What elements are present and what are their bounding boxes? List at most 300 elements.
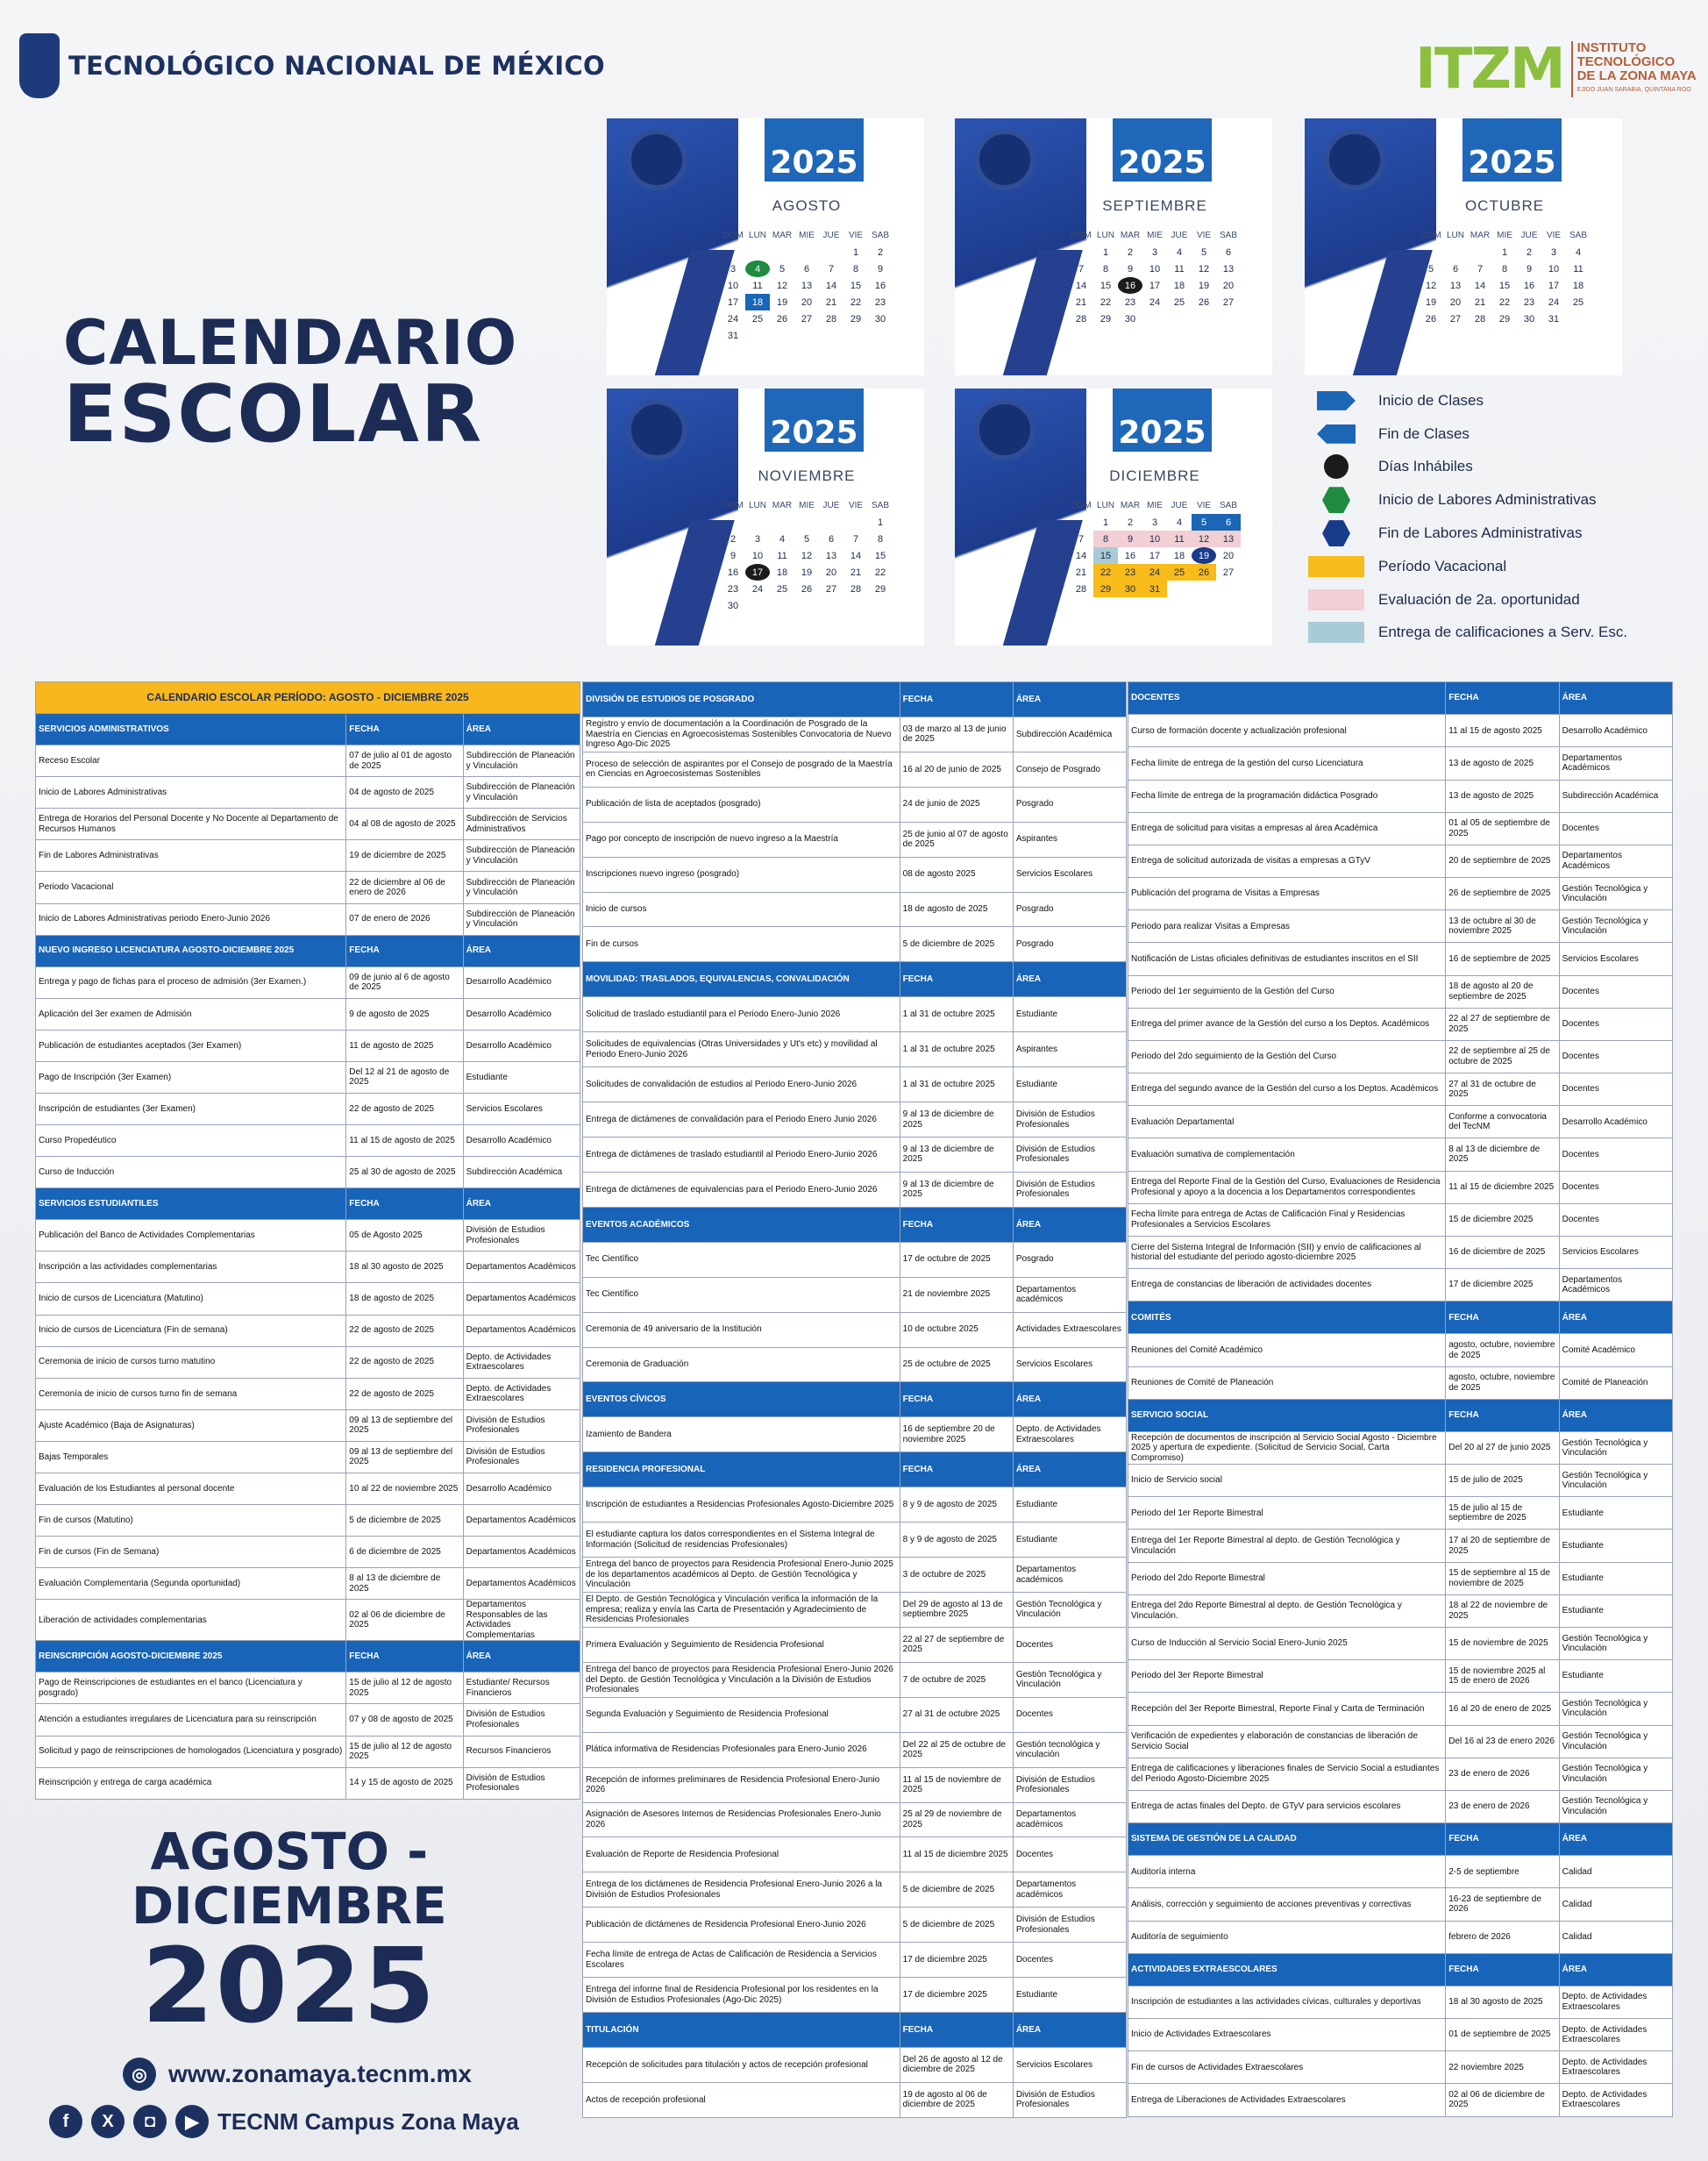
date-cell: 15 de septiembre al 15 de noviembre de 2025 xyxy=(1446,1562,1559,1594)
date-cell: 11 al 15 de noviembre de 2025 xyxy=(900,1767,1013,1802)
calendar-day xyxy=(819,327,843,344)
calendar-day: 27 xyxy=(1449,313,1462,325)
area-cell: Docentes xyxy=(1013,1697,1126,1732)
area-cell: Calidad xyxy=(1559,1921,1672,1953)
date-cell: 11 al 15 de agosto de 2025 xyxy=(346,1125,463,1157)
activity-cell: Tec Científico xyxy=(583,1277,900,1312)
date-cell: 1 al 31 de octubre 2025 xyxy=(900,1032,1013,1067)
calendar-day: 21 xyxy=(850,567,862,578)
instagram-icon[interactable]: ◘ xyxy=(133,2105,167,2138)
area-cell: Estudiante xyxy=(1013,997,1126,1032)
activity-cell: Bajas Temporales xyxy=(36,1441,346,1473)
activity-cell: Entrega de dictámenes de traslado estudiantil al Periodo Enero-Junio 2026 xyxy=(583,1137,900,1172)
date-cell: 15 de diciembre 2025 xyxy=(1446,1203,1559,1236)
date-cell: 3 de octubre de 2025 xyxy=(900,1558,1013,1593)
activity-cell: Inicio de cursos de Licenciatura (Matutino) xyxy=(36,1283,346,1315)
section-header-cell: MOVILIDAD: TRASLADOS, EQUIVALENCIAS, CONVALIDACIÓN xyxy=(583,962,900,997)
table-row xyxy=(583,1943,1127,1978)
area-cell: Estudiante xyxy=(1559,1497,1672,1530)
table-row xyxy=(583,1277,1127,1312)
calendar-day: 30 xyxy=(727,600,739,611)
weekday-label: MIE xyxy=(1147,501,1163,510)
calendar-day: 28 xyxy=(1075,313,1087,325)
date-cell: 19 de diciembre de 2025 xyxy=(346,840,463,872)
calendar-day: 3 xyxy=(1151,246,1158,258)
calendar-day: 10 xyxy=(727,280,739,291)
social-handle: TECNM Campus Zona Maya xyxy=(217,2108,519,2135)
date-cell: 04 al 08 de agosto de 2025 xyxy=(346,809,463,840)
activity-cell: Entrega del 2do Reporte Bimestral al depto. de Gestión Tecnológica y Vinculación. xyxy=(1128,1594,1446,1627)
area-cell: Depto. de Actividades Extraescolares xyxy=(1559,1986,1672,2018)
activity-cell: Inicio de Servicio social xyxy=(1128,1465,1446,1497)
weekday-label: LUN xyxy=(748,501,766,510)
activity-cell: Solicitud y pago de reinscripciones de homologados (Licenciatura y posgrado) xyxy=(36,1736,346,1767)
calendar-year: 2025 xyxy=(1113,118,1212,182)
date-cell: 23 de enero de 2026 xyxy=(1446,1790,1559,1822)
area-cell: Gestión Tecnológica y Vinculación xyxy=(1559,1431,1672,1464)
calendar-day: 27 xyxy=(1222,296,1235,308)
activity-cell: Curso de Inducción xyxy=(36,1157,346,1188)
table-row xyxy=(1128,2051,1673,2084)
activity-cell: Fecha límite de entrega de la programación didáctica Posgrado xyxy=(1128,780,1446,812)
calendar-day xyxy=(843,514,868,531)
activity-cell: Primera Evaluación y Seguimiento de Residencia Profesional xyxy=(583,1627,900,1662)
area-cell: Servicios Escolares xyxy=(1013,2047,1126,2082)
table-row xyxy=(1128,1953,1673,1986)
area-cell: Servicios Escolares xyxy=(463,1094,580,1125)
calendar-day: 19 xyxy=(1425,296,1437,308)
calendar-day: 11 xyxy=(1573,263,1583,275)
calendar-day: 27 xyxy=(801,313,813,325)
itzm-logo-text: ITZM xyxy=(1415,37,1564,102)
schedule-table-3 xyxy=(1128,681,1673,2117)
table-row xyxy=(1128,812,1673,845)
calendar-day: 1 xyxy=(1102,246,1109,258)
activity-cell: Entrega de dictámenes de convalidación para el Periodo Enero Junio 2026 xyxy=(583,1102,900,1138)
weekday-label: MIE xyxy=(1147,231,1163,240)
area-cell: Docentes xyxy=(1559,1203,1672,1236)
calendar-day xyxy=(794,597,819,614)
date-cell: 11 al 15 de diciembre 2025 xyxy=(900,1837,1013,1872)
table-row xyxy=(583,1417,1127,1452)
calendar-day: 24 xyxy=(727,313,739,325)
activity-cell: Entrega de Liberaciones de Actividades Extraescolares xyxy=(1128,2084,1446,2116)
date-cell: 25 al 29 de noviembre de 2025 xyxy=(900,1802,1013,1837)
area-cell: Depto. de Actividades Extraescolares xyxy=(1559,2051,1672,2084)
date-cell: 09 al 13 de septiembre del 2025 xyxy=(346,1441,463,1473)
activity-cell: Inscripción de estudiantes a las actividades cívicas, culturales y deportivas xyxy=(1128,1986,1446,2018)
weekday-label: SAB xyxy=(1219,501,1237,510)
calendar-day: 16 xyxy=(1523,280,1535,291)
activity-cell: Periodo del 2do seguimiento de la Gestión del Curso xyxy=(1128,1040,1446,1073)
calendar-day: 13 xyxy=(825,550,837,561)
section-header-cell: SISTEMA DE GESTIÓN DE LA CALIDAD xyxy=(1128,1823,1446,1856)
admin-start-hexagon-icon xyxy=(1322,487,1350,513)
date-cell: 18 de agosto de 2025 xyxy=(900,892,1013,927)
legend-item: Fin de Labores Administrativas xyxy=(1308,517,1627,550)
activity-cell: Entrega de Horarios del Personal Docente y No Docente al Departamento de Recursos Humanos xyxy=(36,809,346,840)
table-row xyxy=(583,1137,1127,1172)
area-cell: Docentes xyxy=(1013,1837,1126,1872)
table-row xyxy=(36,745,580,777)
table-row xyxy=(36,809,580,840)
calendar-day: 4 xyxy=(745,260,770,277)
date-cell: 15 de julio al 12 de agosto 2025 xyxy=(346,1672,463,1704)
date-cell: 07 de julio al 01 de agosto de 2025 xyxy=(346,745,463,777)
section-header-cell: ACTIVIDADES EXTRAESCOLARES xyxy=(1128,1953,1446,1986)
activity-cell: Entrega del Reporte Final de la Gestión del Curso, Evaluaciones de Residencia Profesional y apoyo a la docencia a los Departamentos correspondientes xyxy=(1128,1171,1446,1203)
date-cell: 17 de octubre de 2025 xyxy=(900,1242,1013,1277)
tecnm-emblem-icon xyxy=(974,399,1035,460)
globe-icon: ◎ xyxy=(123,2058,156,2091)
area-cell: Servicios Escolares xyxy=(1559,1236,1672,1268)
calendar-day: 9 xyxy=(1526,263,1533,275)
calendar-day: 19 xyxy=(776,296,788,308)
calendar-day xyxy=(794,514,819,531)
weekday-label: JUE xyxy=(1520,231,1538,240)
area-cell: Estudiante xyxy=(1559,1562,1672,1594)
area-cell: Estudiante xyxy=(1013,1487,1126,1523)
weekday-label: MAR xyxy=(1120,231,1141,240)
table-row xyxy=(583,787,1127,822)
table-row xyxy=(1128,1236,1673,1268)
activity-cell: Inicio de Labores Administrativas periodo Enero-Junio 2026 xyxy=(36,903,346,935)
area-cell: Subdirección Académica xyxy=(463,1157,580,1188)
calendar-day: 17 xyxy=(1548,280,1560,291)
calendar-day: 24 xyxy=(1548,296,1560,308)
area-cell: Depto. de Actividades Extraescolares xyxy=(463,1378,580,1409)
date-cell: 02 al 06 de diciembre de 2025 xyxy=(346,1600,463,1641)
table-row xyxy=(583,1837,1127,1872)
table-row xyxy=(1128,2019,1673,2051)
table-row xyxy=(36,1030,580,1061)
area-cell: Departamentos académicos xyxy=(1013,1558,1126,1593)
area-cell: Aspirantes xyxy=(1013,822,1126,857)
area-cell: Gestión Tecnológica y Vinculación xyxy=(1559,878,1672,910)
calendar-day: 18 xyxy=(1173,550,1185,561)
activity-cell: Publicación del programa de Visitas a Empresas xyxy=(1128,878,1446,910)
area-cell: Subdirección de Servicios Administrativos xyxy=(463,809,580,840)
facebook-icon[interactable]: f xyxy=(49,2105,82,2138)
activity-cell: Periodo del 1er seguimiento de la Gestión del Curso xyxy=(1128,975,1446,1008)
activity-cell: Publicación de dictámenes de Residencia Profesional Enero-Junio 2026 xyxy=(583,1908,900,1943)
table-row xyxy=(1128,1497,1673,1530)
date-cell: 5 de diciembre de 2025 xyxy=(900,1908,1013,1943)
date-cell: 07 y 08 de agosto de 2025 xyxy=(346,1704,463,1736)
website-url[interactable]: www.zonamaya.tecnm.mx xyxy=(168,2060,472,2087)
weekday-label: DOM xyxy=(722,231,744,240)
calendar-day: 12 xyxy=(776,280,788,291)
calendar-day: 10 xyxy=(1142,531,1167,547)
calendar-day: 7 xyxy=(1477,263,1484,275)
weekday-label: JUE xyxy=(1171,231,1188,240)
section-header-cell: EVENTOS ACADÉMICOS xyxy=(583,1207,900,1242)
calendar-day: 20 xyxy=(801,296,813,308)
calendar-day: 31 xyxy=(1142,581,1167,597)
weekday-label: MIE xyxy=(1497,231,1512,240)
area-cell: Docentes xyxy=(1559,1040,1672,1073)
activity-cell: Periodo del 1er Reporte Bimestral xyxy=(1128,1497,1446,1530)
area-cell: Subdirección de Planeación y Vinculación xyxy=(463,745,580,777)
section-header-cell: EVENTOS CÍVICOS xyxy=(583,1382,900,1417)
table-row xyxy=(1128,715,1673,747)
section-header-cell: DIVISIÓN DE ESTUDIOS DE POSGRADO xyxy=(583,682,900,717)
calendar-day: 8 xyxy=(852,263,859,275)
calendar-day: 26 xyxy=(1192,564,1216,581)
calendar-day: 30 xyxy=(1118,581,1142,597)
date-cell: 9 al 13 de diciembre de 2025 xyxy=(900,1102,1013,1138)
table-row xyxy=(1128,1366,1673,1399)
calendar-day: 26 xyxy=(801,583,813,595)
calendar-day: 3 xyxy=(754,533,761,545)
calendar-day: 2 xyxy=(729,533,737,545)
section-header-cell: TITULACIÓN xyxy=(583,2013,900,2048)
table-row xyxy=(1128,1888,1673,1921)
calendar-day: 21 xyxy=(825,296,837,308)
calendar-day: 5 xyxy=(803,533,810,545)
calendar-day: 11 xyxy=(1174,263,1185,275)
area-cell: Docentes xyxy=(1559,812,1672,845)
activity-cell: Entrega del 1er Reporte Bimestral al depto. de Gestión Tecnológica y Vinculación xyxy=(1128,1530,1446,1562)
date-cell: 19 de agosto al 06 de diciembre de 2025 xyxy=(900,2082,1013,2117)
table-row xyxy=(36,1283,580,1315)
area-cell: Desarrollo Académico xyxy=(463,998,580,1030)
calendar-day: 9 xyxy=(729,550,737,561)
table-row xyxy=(1128,1138,1673,1171)
legend-item: Días Inhábiles xyxy=(1308,451,1627,484)
tecnm-emblem-icon xyxy=(626,129,687,190)
calendar-day: 23 xyxy=(727,583,739,595)
section-header-cell: ÁREA xyxy=(463,935,580,966)
area-cell: Departamentos Académicos xyxy=(463,1252,580,1283)
calendar-day: 21 xyxy=(1474,296,1486,308)
activity-cell: Izamiento de Bandera xyxy=(583,1417,900,1452)
calendar-day: 9 xyxy=(877,263,884,275)
area-cell: Departamentos Académicos xyxy=(463,1505,580,1537)
date-cell: 7 de octubre de 2025 xyxy=(900,1662,1013,1697)
table-row xyxy=(1128,1693,1673,1725)
activity-cell: Solicitudes de equivalencias (Otras Universidades y Ut's etc) y movilidad al Periodo Enero-Junio 2026 xyxy=(583,1032,900,1067)
table-row xyxy=(583,822,1127,857)
table-row xyxy=(1128,1106,1673,1138)
title-line1: CALENDARIO xyxy=(63,307,518,379)
calendar-day: 10 xyxy=(1548,263,1560,275)
section-header-cell: FECHA xyxy=(900,682,1013,717)
calendar-day xyxy=(1069,244,1093,260)
holiday-dot-icon xyxy=(1324,454,1349,479)
table-row xyxy=(1128,1530,1673,1562)
activity-cell: Inicio de Actividades Extraescolares xyxy=(1128,2019,1446,2051)
date-cell: 22 al 27 de septiembre de 2025 xyxy=(900,1627,1013,1662)
calendar-day xyxy=(770,244,794,260)
calendar-day: 22 xyxy=(1093,564,1118,581)
section-header-cell: ÁREA xyxy=(1559,1399,1672,1431)
activity-cell: Actos de recepción profesional xyxy=(583,2082,900,2117)
section-header-cell: FECHA xyxy=(1446,1823,1559,1856)
activity-cell: Periodo Vacacional xyxy=(36,872,346,903)
activity-cell: Auditoría interna xyxy=(1128,1856,1446,1888)
area-cell: Docentes xyxy=(1013,1627,1126,1662)
area-cell: Desarrollo Académico xyxy=(463,1125,580,1157)
area-cell: Gestión Tecnológica y Vinculación xyxy=(1559,1693,1672,1725)
calendar-day: 6 xyxy=(1216,514,1241,531)
activity-cell: Cierre del Sistema Integral de Información (SII) y envío de calificaciones al historial del estudiante del periodo agosto-diciembre 2025 xyxy=(1128,1236,1446,1268)
date-cell: 26 de septiembre de 2025 xyxy=(1446,878,1559,910)
weekday-label: LUN xyxy=(1446,231,1464,240)
table-row xyxy=(1128,1627,1673,1659)
table-row xyxy=(36,777,580,809)
calendar-day: 16 xyxy=(874,280,886,291)
calendar-day xyxy=(1216,310,1241,327)
section-header-cell: ÁREA xyxy=(1013,1207,1126,1242)
calendar-grid xyxy=(1069,497,1241,597)
activity-cell: Aplicación del 3er examen de Admisión xyxy=(36,998,346,1030)
calendar-grid xyxy=(721,227,893,344)
activity-cell: Pago de Reinscripciones de estudiantes en el banco (Licenciatura y posgrado) xyxy=(36,1672,346,1704)
section-header-cell: ÁREA xyxy=(1013,1452,1126,1487)
area-cell: Departamentos Académicos xyxy=(463,1568,580,1600)
table-row xyxy=(583,1452,1127,1487)
area-cell: Gestión Tecnológica y Vinculación xyxy=(1559,1627,1672,1659)
legend-item: Entrega de calificaciones a Serv. Esc. xyxy=(1308,617,1627,650)
legend-item: Evaluación de 2a. oportunidad xyxy=(1308,583,1627,617)
activity-cell: Liberación de actividades complementarias xyxy=(36,1600,346,1641)
calendar-day: 13 xyxy=(1216,531,1241,547)
date-cell: 9 al 13 de diciembre de 2025 xyxy=(900,1172,1013,1207)
date-cell: Del 22 al 25 de octubre de 2025 xyxy=(900,1732,1013,1767)
calendar-day: 20 xyxy=(1449,296,1462,308)
calendar-day: 16 xyxy=(727,567,739,578)
activity-cell: Análisis, corrección y seguimiento de acciones preventivas y correctivas xyxy=(1128,1888,1446,1921)
weekday-label: LUN xyxy=(1096,501,1114,510)
weekday-label: MAR xyxy=(1120,501,1141,510)
weekday-label: SAB xyxy=(1569,231,1587,240)
calendar-day: 20 xyxy=(825,567,837,578)
table-row xyxy=(36,1094,580,1125)
activity-cell: Inicio de cursos de Licenciatura (Fin de semana) xyxy=(36,1315,346,1346)
section-header-cell: FECHA xyxy=(900,1382,1013,1417)
calendar-day: 25 xyxy=(776,583,788,595)
date-cell: 17 al 20 de septiembre de 2025 xyxy=(1446,1530,1559,1562)
area-cell: Desarrollo Académico xyxy=(1559,715,1672,747)
table-row xyxy=(36,1315,580,1346)
calendar-year: 2025 xyxy=(765,389,864,452)
calendar-day: 11 xyxy=(752,280,763,291)
table-row xyxy=(583,752,1127,787)
calendar-day: 18 xyxy=(776,567,788,578)
activity-cell: Entrega del banco de proyectos para Residencia Profesional Enero-Junio 2025 de los departamentos académicos al Depto. de Gestión Tecnológica y Vinculación xyxy=(583,1558,900,1593)
area-cell: Aspirantes xyxy=(1013,1032,1126,1067)
x-icon[interactable]: X xyxy=(91,2105,125,2138)
title-line2: ESCOLAR xyxy=(63,368,484,460)
activity-cell: Fin de cursos de Actividades Extraescolares xyxy=(1128,2051,1446,2084)
calendar-day: 31 xyxy=(727,330,739,341)
calendar-day: 22 xyxy=(1100,296,1112,308)
calendar-day: 30 xyxy=(874,313,886,325)
date-cell: 16-23 de septiembre de 2026 xyxy=(1446,1888,1559,1921)
area-cell: Subdirección de Planeación y Vinculación xyxy=(463,872,580,903)
table-row xyxy=(583,1592,1127,1627)
area-cell: Gestión tecnológica y vinculación xyxy=(1013,1732,1126,1767)
calendar-day: 24 xyxy=(1142,564,1167,581)
calendar-day: 31 xyxy=(1548,313,1560,325)
activity-cell: Entrega de calificaciones y liberaciones finales de Servicio Social a estudiantes del Periodo Agosto-Diciembre 2025 xyxy=(1128,1758,1446,1790)
weekday-label: DOM xyxy=(722,501,744,510)
calendar-diciembre xyxy=(955,389,1272,645)
section-header-cell: FECHA xyxy=(346,1641,463,1672)
area-cell: Docentes xyxy=(1559,1138,1672,1171)
calendar-day: 10 xyxy=(751,550,764,561)
activity-cell: Ceremonía de inicio de cursos turno fin de semana xyxy=(36,1378,346,1409)
date-cell: Del 20 al 27 de junio 2025 xyxy=(1446,1431,1559,1464)
calendar-day: 29 xyxy=(1498,313,1511,325)
calendar-day: 28 xyxy=(1075,583,1087,595)
calendar-day: 6 xyxy=(803,263,810,275)
calendar-day: 20 xyxy=(1222,550,1235,561)
calendar-day: 1 xyxy=(1102,517,1109,528)
table-row xyxy=(1128,878,1673,910)
table-row xyxy=(583,1382,1127,1417)
calendar-day: 9 xyxy=(1118,531,1142,547)
section-header-cell: ÁREA xyxy=(463,714,580,745)
date-cell: 10 de octubre 2025 xyxy=(900,1312,1013,1347)
date-cell: 8 y 9 de agosto de 2025 xyxy=(900,1523,1013,1558)
calendar-day: 3 xyxy=(1550,246,1557,258)
area-cell: División de Estudios Profesionales xyxy=(1013,1137,1126,1172)
date-cell: 5 de diciembre de 2025 xyxy=(900,1872,1013,1908)
table-row xyxy=(1128,1040,1673,1073)
table-row xyxy=(583,892,1127,927)
section-header-cell: SERVICIOS ESTUDIANTILES xyxy=(36,1188,346,1220)
date-cell: 17 de diciembre 2025 xyxy=(900,1978,1013,2013)
date-cell: 04 de agosto de 2025 xyxy=(346,777,463,809)
date-cell: agosto, octubre, noviembre de 2025 xyxy=(1446,1334,1559,1366)
calendar-day: 29 xyxy=(1093,581,1118,597)
activity-cell: Pago por concepto de inscripción de nuevo ingreso a la Maestría xyxy=(583,822,900,857)
table-row xyxy=(583,997,1127,1032)
youtube-icon[interactable]: ▶ xyxy=(175,2105,209,2138)
weekday-label: JUE xyxy=(822,231,840,240)
class-end-arrow-icon xyxy=(1317,424,1356,444)
activity-cell: Asignación de Asesores Internos de Residencias Profesionales Enero-Junio 2026 xyxy=(583,1802,900,1837)
table-row xyxy=(36,1220,580,1252)
date-cell: 22 noviembre 2025 xyxy=(1446,2051,1559,2084)
area-cell: Comité Académico xyxy=(1559,1334,1672,1366)
table-row xyxy=(583,1067,1127,1102)
table-row xyxy=(1128,1073,1673,1106)
section-header-cell: SERVICIO SOCIAL xyxy=(1128,1399,1446,1431)
section-header-cell: FECHA xyxy=(900,962,1013,997)
activity-cell: Evaluación sumativa de complementación xyxy=(1128,1138,1446,1171)
area-cell: Departamentos académicos xyxy=(1013,1872,1126,1908)
table-row xyxy=(36,966,580,998)
area-cell: División de Estudios Profesionales xyxy=(463,1409,580,1441)
calendar-day: 15 xyxy=(874,550,886,561)
weekday-label: VIE xyxy=(1196,231,1212,240)
date-cell: 03 de marzo al 13 de junio de 2025 xyxy=(900,717,1013,752)
website[interactable] xyxy=(123,2058,472,2091)
date-cell: 16 al 20 de junio de 2025 xyxy=(900,752,1013,787)
date-cell: 05 de Agosto 2025 xyxy=(346,1220,463,1252)
area-cell: División de Estudios Profesionales xyxy=(1013,2082,1126,2117)
calendar-day xyxy=(1216,581,1241,597)
calendar-day: 5 xyxy=(1192,514,1216,531)
calendar-day: 29 xyxy=(850,313,862,325)
table-row xyxy=(1128,943,1673,975)
activity-cell: Curso de Inducción al Servicio Social Enero-Junio 2025 xyxy=(1128,1627,1446,1659)
activity-cell: Receso Escolar xyxy=(36,745,346,777)
calendar-day xyxy=(745,244,770,260)
